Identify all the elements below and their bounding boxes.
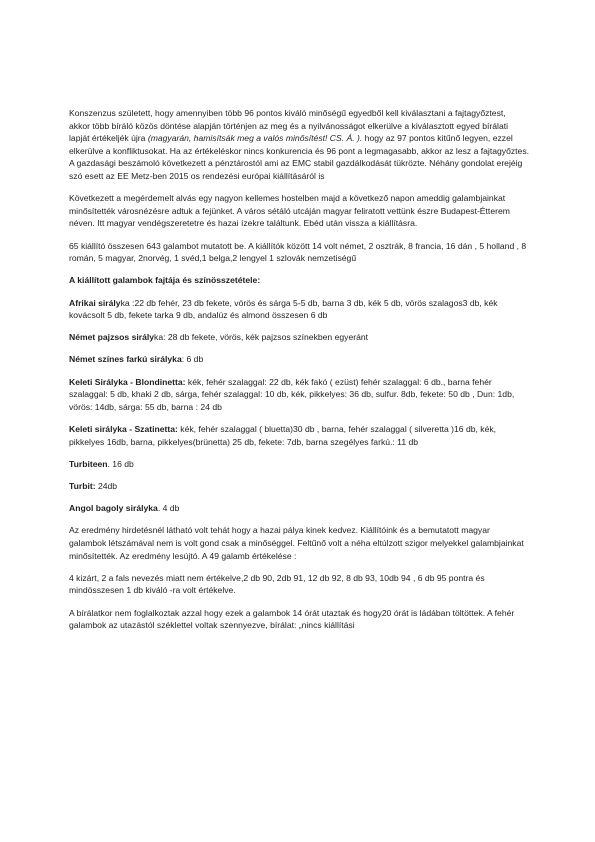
breed-text: . 4 db — [157, 503, 180, 514]
breed-label: Turbit: — [69, 481, 96, 491]
breed-german-shield — [69, 331, 529, 344]
breed-text: 24db — [95, 481, 118, 491]
paragraph-consensus-text-b: hogy az 97 pontos kitűnő legyen, ezzel elkerülve a konfliktusokat. Ha az értékeléskor nincs konkurencia és 96 pont a legmagasabb, akkor az lesz a fajtagyőztes. A gazdasági beszámoló következett a pénztárostól ami az EMC stabil gazdálkodását tükrözte. Néhány gondolat erejéig szó esett az EE Metz-ben 2015 os rendezési európai kiállításáról is — [69, 133, 530, 181]
paragraph-consensus — [69, 107, 529, 183]
breed-text: : 6 db — [181, 354, 204, 365]
breed-text: ka :22 db fehér, 23 db fekete, vörös és sárga 5-5 db, barna 3 db, kék 5 db, vörös szalagos3 db, kék kovácsolt 5 db, fekete tarka 9 db, andalúz és almond összesen 6 db — [69, 297, 498, 321]
breed-text: . 16 db — [107, 458, 134, 469]
paragraph-sightseeing: Következett a megérdemelt alvás egy nagyon kellemes hostelben majd a következő napon ameddig galambjainkat minősítették városnézésre adtuk a fejünket. A város sétáló utcáján magyar feliratott vettünk észre Budapest-Étterem néven. Itt magyar vendégszeretetre és hazai ízekre találtunk. Ebéd után vissza a kiállításra. — [69, 193, 510, 229]
breed-blondinette — [69, 376, 529, 414]
paragraph-consensus-text-a: Konszenzus született, hogy amennyiben több 96 pontos kiváló minőségű egyedből kell kiválasztani a fajtagyőztest, akkor több bíráló közös döntése alapján történjen az meg és a nyilvánosságot elkerülve a kiválasztott egyed bírálati lapját értékeljék újra — [69, 108, 509, 144]
breed-label: Turbiteen — [69, 458, 108, 469]
breed-text: kék, fehér szalaggal ( bluetta)30 db , barna, fehér szalaggal ( silveretta )16 db, kék, pikkelyes 16db, barna, pikkelyes(brünetta) 25 db, fekete: 7db, barna szegélyes farkú.: 11 db — [69, 424, 497, 447]
paragraph-judging: A bírálatkor nem foglalkoztak azzal hogy ezek a galambok 14 órát utaztak és hogy20 órát is ládában töltöttek. A fehér galambok az utazástól széklettel voltak szennyezve, bírálat: „nincs kiállítási — [69, 607, 515, 631]
breed-text: kék, fehér szalaggal: 22 db, kék fakó ( ezüst) fehér szalaggal: 6 db., barna fehér szalaggal: 5 db, khaki 2 db, sárga, fehér szalaggal: 10 db, kék, pikkelyes: 36 db, sulfur. 8db, fekete: 50 db , Dun: 1db, vörös: 14db, sárga: 55 db, barna : 24 db — [69, 376, 515, 412]
breed-label: Keleti sirályka - Szatinetta: — [69, 424, 178, 435]
breed-turbiteen — [69, 458, 529, 471]
editor-remark: (magyarán, hamisítsák meg a valós minősítést! CS. Á. ). — [147, 133, 363, 144]
breed-text: ka: 28 db fekete, vörös, kék pajzsos színekben egyeránt — [154, 332, 369, 343]
breed-turbit — [69, 480, 529, 493]
breed-label: Angol bagoly sirályka — [69, 503, 158, 514]
section-title: A kiállított galambok fajtája és színösszetétele: — [69, 275, 261, 286]
breed-label: Német pajzsos sirály — [69, 332, 155, 343]
breed-african-owl — [69, 297, 529, 322]
breed-label: Keleti Sirályka - Blondinetta: — [69, 376, 186, 387]
paragraph-exhibitors: 65 kiállító összesen 643 galambot mutatott be. A kiállítók között 14 volt német, 2 osztrák, 8 francia, 16 dán , 5 holland , 8 román, 5 magyar, 2norvég, 1 svéd,1 belga,2 lengyel 1 szlovák nemzetiségű — [69, 240, 527, 264]
breed-satinette — [69, 423, 529, 448]
paragraph-scores: 4 kizárt, 2 a fals nevezés miatt nem értékelve,2 db 90, 2db 91, 12 db 92, 8 db 93, 10db 94 , 6 db 95 pontra és mindösszesen 1 db kiváló -ra volt értékelve. — [69, 572, 485, 596]
breed-german-colored-tail — [69, 353, 529, 366]
breed-english-owl — [69, 502, 529, 515]
breed-label: Német színes farkú sirályka — [69, 354, 182, 365]
breed-label: Afrikai sirály — [69, 297, 121, 308]
document-body — [69, 107, 529, 641]
paragraph-results: Az eredmény hirdetésnél látható volt tehát hogy a hazai pálya kinek kedvez. Kiállítóink és a bemutatott magyar galambok létszámával nem is volt gond csak a minőséggel. Feltűnő volt a néha eltúlzott szigor melyekkel galambjainkat minősítették. Az eredmény lesújtó. A 49 galamb értékelése : — [69, 525, 524, 561]
